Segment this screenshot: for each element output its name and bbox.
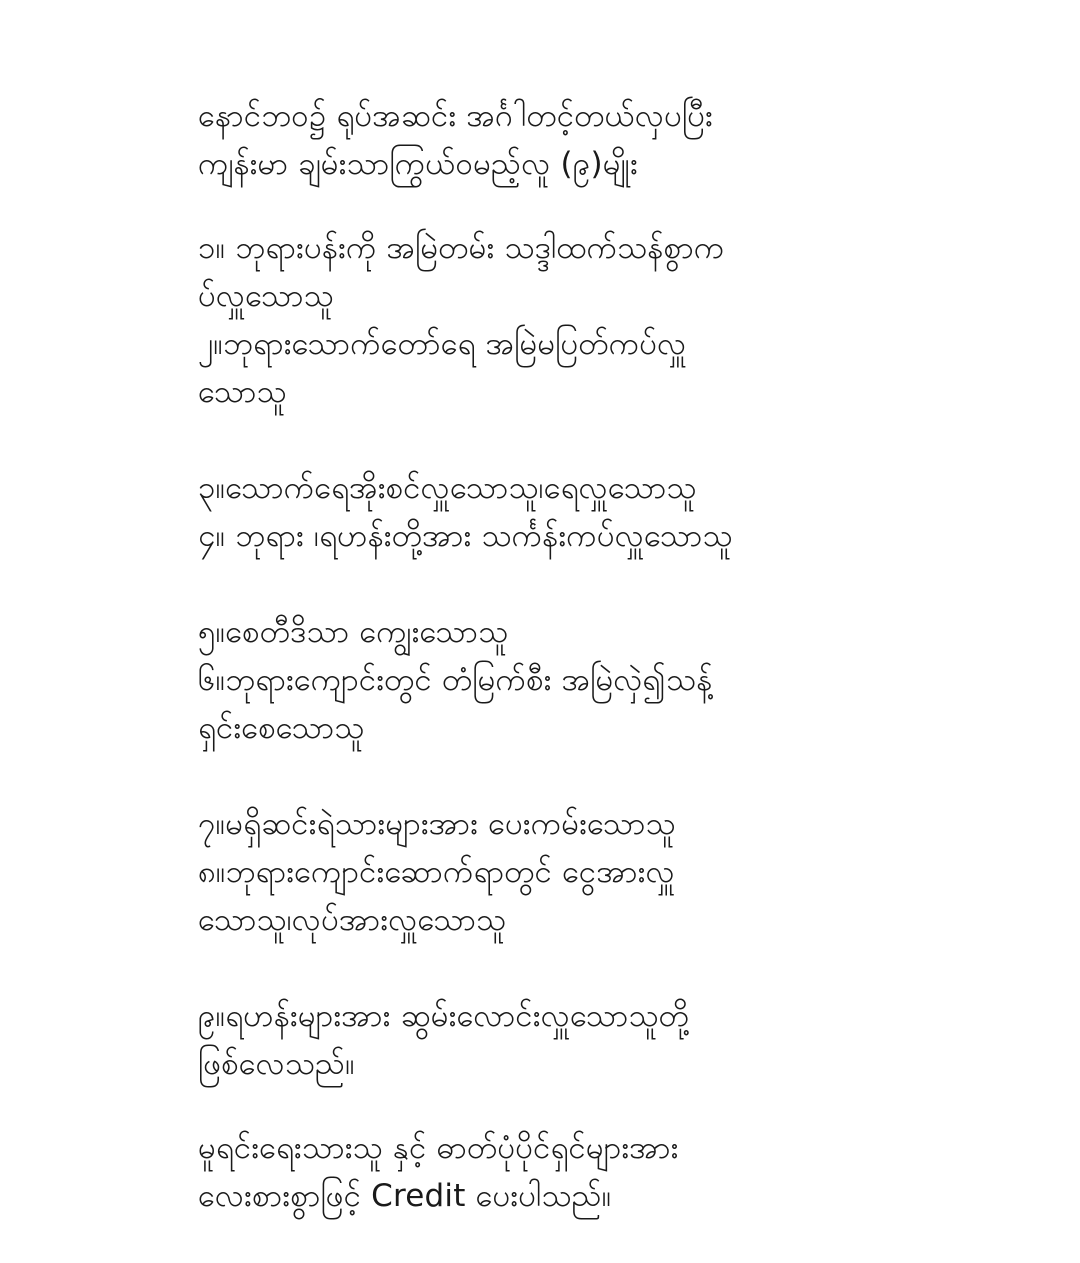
list-section-1-2 bbox=[198, 224, 958, 416]
list-item-line: သောသူ၊လုပ်အားလှူသောသူ bbox=[198, 902, 507, 938]
list-item-line: ပ်လှူသောသူ bbox=[198, 278, 334, 314]
list-item-line: ၈။ဘုရားကျောင်းဆောက်ရာတွင် ငွေအားလှူ bbox=[198, 854, 675, 890]
document-body bbox=[198, 92, 958, 1220]
list-item-line: ၂။ဘုရားသောက်တော်ရေ အမြဲမပြတ်ကပ်လှူ bbox=[198, 326, 687, 362]
list-section-5-6 bbox=[198, 608, 958, 752]
credit-note bbox=[198, 1124, 958, 1220]
list-item-line: ၁။ ဘုရားပန်းကို အမြဲတမ်း သဒ္ဒါထက်သန်စွာက bbox=[198, 230, 725, 266]
list-item-line: ၅။စေတီဒိသာ ကျွေးသောသူ bbox=[198, 614, 509, 650]
credit-line: လေးစားစွာဖြင့် Credit ပေးပါသည်။ bbox=[198, 1178, 612, 1214]
title-line: ကျန်းမာ ချမ်းသာကြွယ်ဝမည့်လူ (၉)မျိုး bbox=[198, 146, 638, 182]
title-line: နောင်ဘဝ၌ ရုပ်အဆင်း အင်္ဂါတင့်တယ်လှပပြီး bbox=[198, 98, 714, 134]
list-item-line: ရှင်းစေသောသူ bbox=[198, 710, 365, 746]
list-item-line: ၃။သောက်ရေအိုးစင်လှူသောသူ၊ရေလှူသောသူ bbox=[198, 470, 697, 506]
list-item-line: ၉။ရဟန်းများအား ဆွမ်းလောင်းလှူသောသူတို့ bbox=[198, 998, 690, 1034]
list-item-line: ဖြစ်လေသည်။ bbox=[198, 1046, 355, 1082]
list-item-line: သောသူ bbox=[198, 374, 287, 410]
list-section-7-8 bbox=[198, 800, 958, 944]
list-item-line: ၄။ ဘုရား ၊ရဟန်းတို့အား သင်္ကန်းကပ်လှူသောသူ bbox=[198, 518, 733, 554]
list-item-line: ၇။မရှိဆင်းရဲသားများအား ပေးကမ်းသောသူ bbox=[198, 806, 676, 842]
list-section-3-4 bbox=[198, 464, 958, 560]
list-section-9 bbox=[198, 992, 958, 1088]
credit-line: မူရင်းရေးသားသူ နှင့် ဓာတ်ပုံပိုင်ရှင်များအား bbox=[198, 1130, 679, 1166]
document-title bbox=[198, 92, 958, 188]
list-item-line: ၆။ဘုရားကျောင်းတွင် တံမြက်စီး အမြဲလှဲ၍သန့် bbox=[198, 662, 713, 698]
